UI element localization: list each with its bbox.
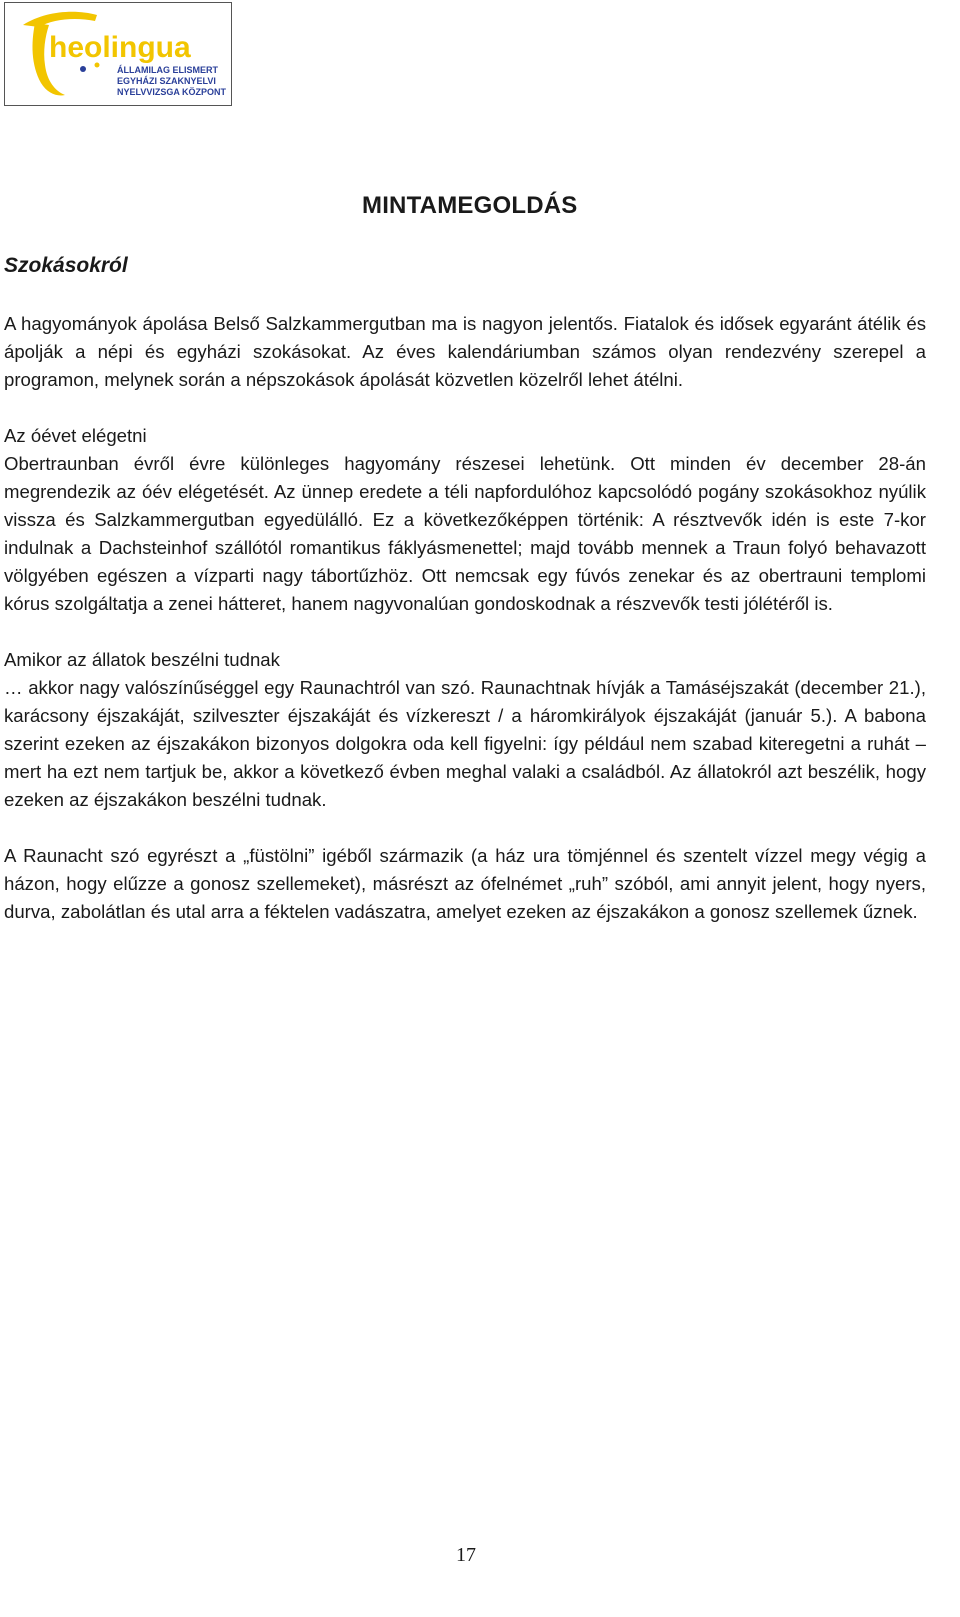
closing-paragraph: A Raunacht szó egyrészt a „füstölni” igéből származik (a ház ura tömjénnel és szentelt vízzel megy végig a házon, hogy elűzze a gonosz szellemeket), másrészt az ófelnémet „ruh” szóból, ami annyit jelent, hogy nyers, durva, zabolátlan és utal arra a féktelen vadászatra, amelyet ezeken az éjszakákon a gonosz szellemek űznek. — [4, 845, 926, 922]
section-heading-1: Az óévet elégetni — [4, 425, 147, 446]
page-title: MINTAMEGOLDÁS — [362, 192, 578, 219]
section-subtitle: Szokásokról — [4, 254, 128, 277]
intro-paragraph: A hagyományok ápolása Belső Salzkammergutban ma is nagyon jelentős. Fiatalok és idősek egyaránt átélik és ápolják a népi és egyházi szokásokat. Az éves kalendáriumban számos olyan rendezvény szerepel a programon, melynek során a népszokások ápolását közvetlen közelről lehet átélni. — [4, 313, 926, 390]
section-heading-2: Amikor az állatok beszélni tudnak — [4, 649, 280, 670]
logo-brand-text: heolingua — [49, 31, 191, 64]
section-body-2: … akkor nagy valószínűséggel egy Raunachtról van szó. Raunachtnak hívják a Tamáséjszakát (december 21.), karácsony éjszakáját, szilveszter éjszakáját és vízkereszt / a háromkirályok éjszakáját (január 5.). A babona szerint ezeken az éjszakákon bizonyos dolgokra oda kell figyelni: így például nem szabad kiteregetni a ruhát – mert ha ezt nem tartjuk be, akkor a következő évben meghal valaki a családból. Az állatokról azt beszélik, hogy ezeken az éjszakákon beszélni tudnak. — [4, 677, 926, 810]
page-number: 17 — [456, 1544, 476, 1566]
section-body-1: Obertraunban évről évre különleges hagyomány részesei lehetünk. Ott minden év december 28-án megrendezik az óév elégetését. Az ünnep eredete a téli napfordulóhoz kapcsolódó pogány szokásokhoz nyúlik vissza és Salzkammergutban egyedülálló. Ez a következőképpen történik: A résztvevők idén is este 7-kor indulnak a Dachsteinhof szállótól romantikus fáklyásmenettel; majd tovább mennek a Traun folyó behavazott völgyében egészen a vízparti nagy tábortűzhöz. Ott nemcsak egy fúvós zenekar és az obertrauni templomi kórus szolgáltatja a zenei hátteret, hanem nagyvonalúan gondoskodnak a részvevők testi jólétéről is. — [4, 453, 926, 614]
logo-graphic — [5, 3, 231, 105]
theolingua-logo — [4, 2, 232, 106]
document-body — [4, 310, 926, 926]
logo-line-2: EGYHÁZI SZAKNYELVI — [117, 76, 216, 86]
logo-line-1: ÁLLAMILAG ELISMERT — [117, 65, 218, 75]
logo-line-3: NYELVVIZSGA KÖZPONT — [117, 87, 227, 97]
